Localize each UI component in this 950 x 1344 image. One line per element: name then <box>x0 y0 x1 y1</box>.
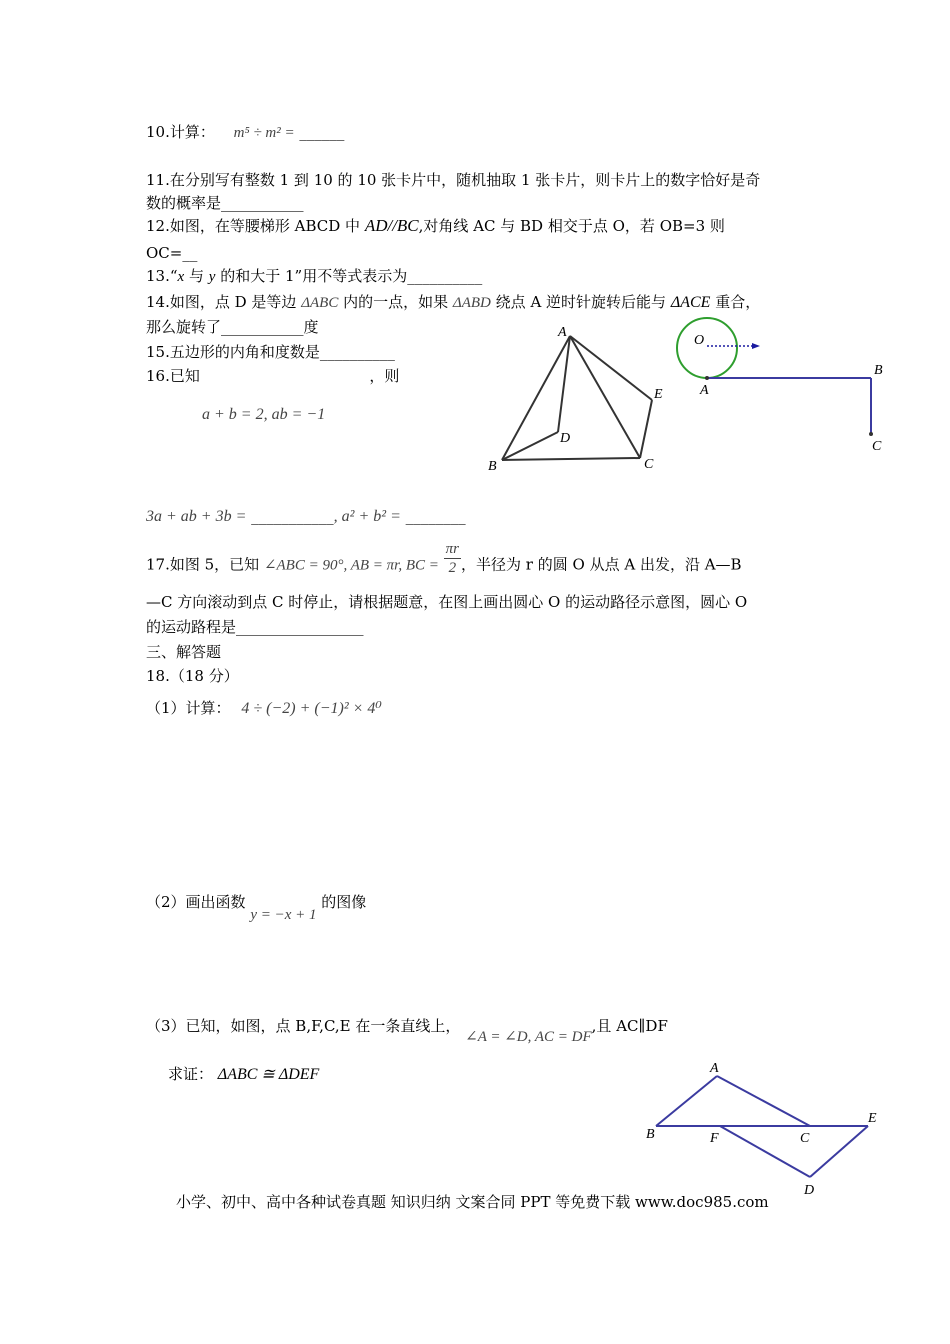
page-footer: 小学、初中、高中各种试卷真题 知识归纳 文案合同 PPT 等免费下载 www.doc985.com <box>176 1193 769 1211</box>
question-17-line3: 的运动路程是_________________ <box>146 618 364 636</box>
question-12-line1: 12.如图，在等腰梯形 ABCD 中 AD//BC,对角线 AC 与 BD 相交于点 O，若 OB=3 则 <box>146 216 725 235</box>
question-17-line1: 17.如图 5，已知 ∠ABC = 90°, AB = πr, BC = $\frac{\pi r}{2}$ ，半径为 r 的圆 O 从点 A 出发，沿 A—B <box>146 541 742 576</box>
q18-part2: （2）画出函数 y = −x + 1 的图像 <box>146 893 367 923</box>
q10-expression: m⁵ ÷ m² = <box>233 125 295 141</box>
figure-rotated-triangles <box>480 320 680 480</box>
label-A: A <box>700 383 709 398</box>
question-11-line2: 数的概率是___________ <box>146 194 304 212</box>
label-A: A <box>558 325 567 340</box>
question-12-line2: OC=__ <box>146 244 198 262</box>
circle-O <box>677 318 737 378</box>
question-16-line1: 16.已知 ，则 <box>146 367 400 385</box>
section-heading: 三、解答题 <box>146 643 222 661</box>
label-D: D <box>804 1183 815 1198</box>
question-15: 15.五边形的内角和度数是__________ <box>146 343 395 361</box>
label-C: C <box>800 1131 810 1146</box>
label-F: F <box>710 1131 719 1146</box>
q17-fraction: $\frac{\pi r}{2}$ <box>445 541 460 576</box>
q18-part3: （3）已知，如图，点 B,F,C,E 在一条直线上， ∠A = ∠D, AC = DF,且 AC∥DF <box>146 1017 668 1045</box>
label-B: B <box>874 363 883 378</box>
label-C: C <box>872 439 882 454</box>
question-18-title: 18.（18 分） <box>146 667 239 685</box>
label-C: C <box>644 457 654 472</box>
figure-rolling-circle <box>660 310 900 460</box>
q18-part1: （1）计算： 4 ÷ (−2) + (−1)² × 4⁰ <box>146 699 382 717</box>
question-10: 10.计算： m⁵ ÷ m² = ______ <box>146 123 345 141</box>
question-16-line2: 3a + ab + 3b = ___________, a² + b² = ________ <box>146 507 466 525</box>
q16-given: a + b = 2, ab = −1 <box>202 406 326 423</box>
arrow-head-icon <box>752 343 760 349</box>
label-O: O <box>694 333 705 348</box>
label-A: A <box>710 1061 719 1076</box>
question-14-line1: 14.如图，点 D 是等边 ΔABC 内的一点，如果 ΔABD 绕点 A 逆时针旋转后能与 ΔACE 重合， <box>146 293 761 311</box>
figure-congruent-triangles <box>640 1052 890 1202</box>
q18-prove: 求证： ΔABC ≅ ΔDEF <box>168 1065 320 1083</box>
label-E: E <box>654 387 663 402</box>
question-13: 13.“x 与 y 的和大于 1”用不等式表示为__________ <box>146 267 483 285</box>
label-E: E <box>868 1111 877 1126</box>
question-17-line2: —C 方向滚动到点 C 时停止，请根据题意，在图上画出圆心 O 的运动路径示意图，圆心 O <box>146 593 748 611</box>
label-D: D <box>560 431 571 446</box>
question-14-line2: 那么旋转了___________度 <box>146 318 319 336</box>
question-11-line1: 11.在分别写有整数 1 到 10 的 10 张卡片中，随机抽取 1 张卡片，则卡片上的数字恰好是奇 <box>146 171 761 189</box>
label-B: B <box>646 1127 655 1142</box>
label-B: B <box>488 459 497 474</box>
